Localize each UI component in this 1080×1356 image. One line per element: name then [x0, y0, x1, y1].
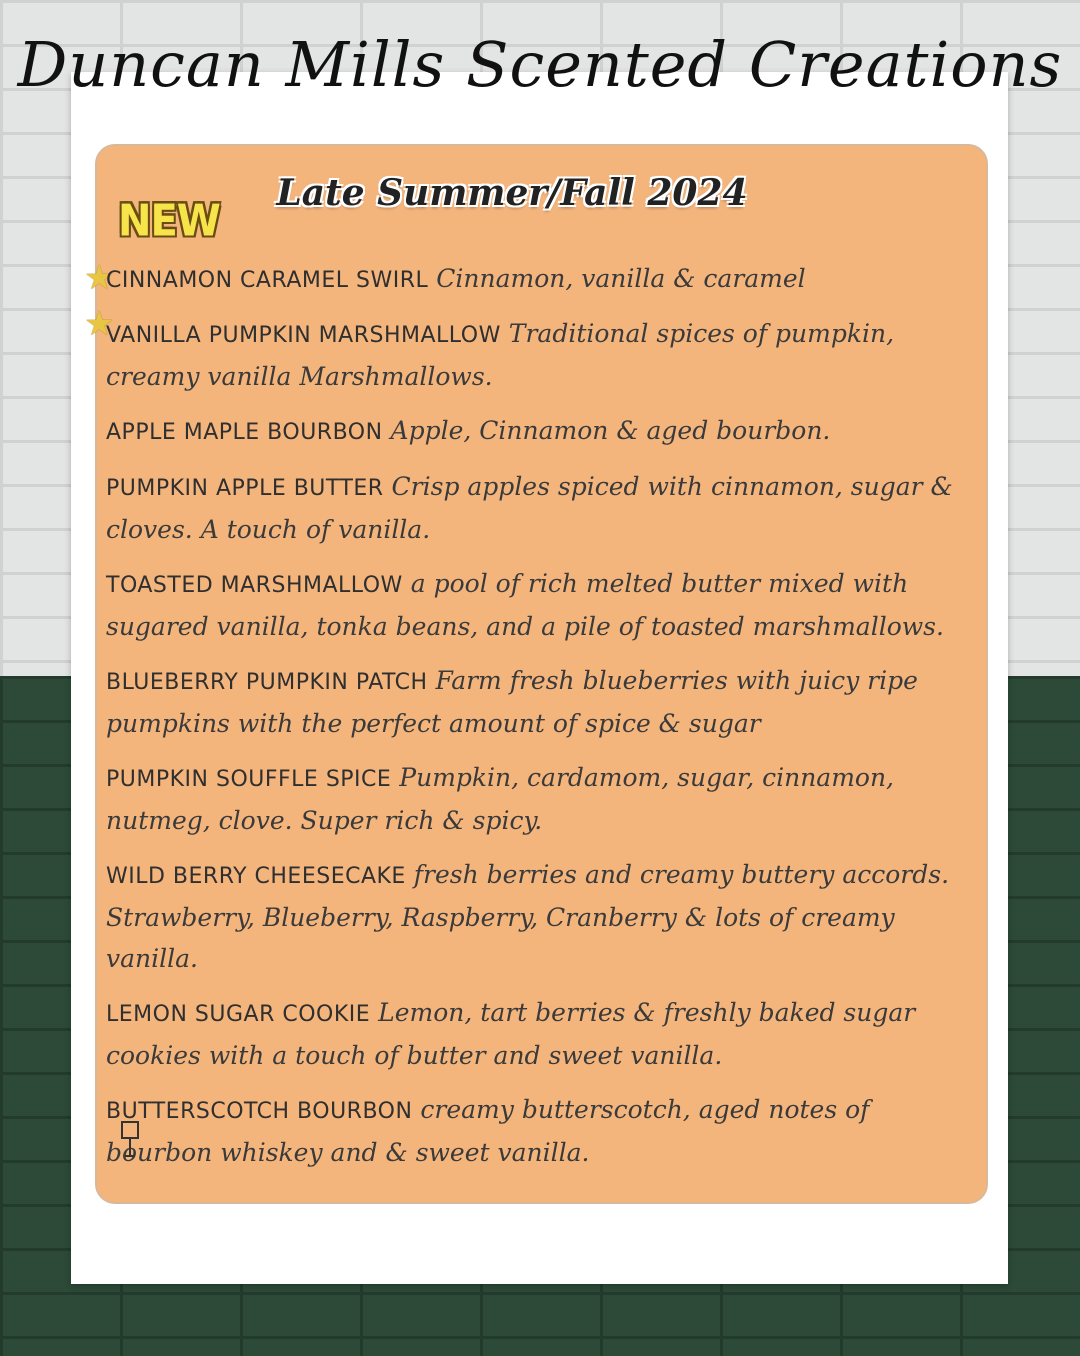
list-item: [106, 563, 976, 647]
scent-description: creamy butterscotch, aged notes of bourbon whiskey and & sweet vanilla.: [106, 1095, 870, 1167]
scent-description: Farm fresh blueberries with juicy ripe pumpkins with the perfect amount of spice & sugar: [106, 666, 918, 738]
text-cursor-icon: [120, 1120, 142, 1160]
scent-description: fresh berries and creamy buttery accords. Strawberry, Blueberry, Raspberry, Cranberry & lots of creamy vanilla.: [106, 860, 950, 973]
new-badge: NEW: [118, 195, 220, 247]
scent-name: VANILLA PUMPKIN MARSHMALLOW: [106, 323, 501, 348]
list-item: [106, 757, 976, 841]
scent-name: PUMPKIN APPLE BUTTER: [106, 476, 384, 501]
list-item: [106, 410, 976, 453]
scent-name: TOASTED MARSHMALLOW: [106, 573, 403, 598]
season-subtitle: Late Summer/Fall 2024: [276, 172, 748, 214]
star-icon: ★: [84, 304, 115, 344]
list-item: [106, 660, 976, 744]
scent-description: Cinnamon, vanilla & caramel: [436, 264, 806, 293]
scent-name: WILD BERRY CHEESECAKE: [106, 864, 406, 889]
scent-name: CINNAMON CARAMEL SWIRL: [106, 268, 429, 293]
scent-description: Traditional spices of pumpkin, creamy vanilla Marshmallows.: [106, 319, 895, 391]
scent-name: BUTTERSCOTCH BOURBON: [106, 1099, 413, 1124]
list-item: [106, 466, 976, 550]
scent-name: LEMON SUGAR COOKIE: [106, 1002, 371, 1027]
list-item: [106, 258, 976, 301]
star-icon: ★: [84, 258, 115, 298]
scent-description: Lemon, tart berries & freshly baked sugar cookies with a touch of butter and sweet vanilla.: [106, 998, 916, 1070]
scent-description: Pumpkin, cardamom, sugar, cinnamon, nutmeg, clove. Super rich & spicy.: [106, 763, 895, 835]
page-title: Duncan Mills Scented Creations: [17, 28, 1063, 101]
scent-name: BLUEBERRY PUMPKIN PATCH: [106, 670, 428, 695]
scent-list: [106, 258, 976, 1173]
scent-description: a pool of rich melted butter mixed with sugared vanilla, tonka beans, and a pile of toasted marshmallows.: [106, 569, 944, 641]
list-item: [106, 854, 976, 979]
scent-name: APPLE MAPLE BOURBON: [106, 420, 383, 445]
list-item: [106, 1089, 976, 1173]
list-item: [106, 313, 976, 397]
scent-description: Apple, Cinnamon & aged bourbon.: [390, 416, 831, 445]
scent-description: Crisp apples spiced with cinnamon, sugar & cloves. A touch of vanilla.: [106, 472, 953, 544]
list-item: [106, 992, 976, 1076]
scent-name: PUMPKIN SOUFFLE SPICE: [106, 767, 392, 792]
